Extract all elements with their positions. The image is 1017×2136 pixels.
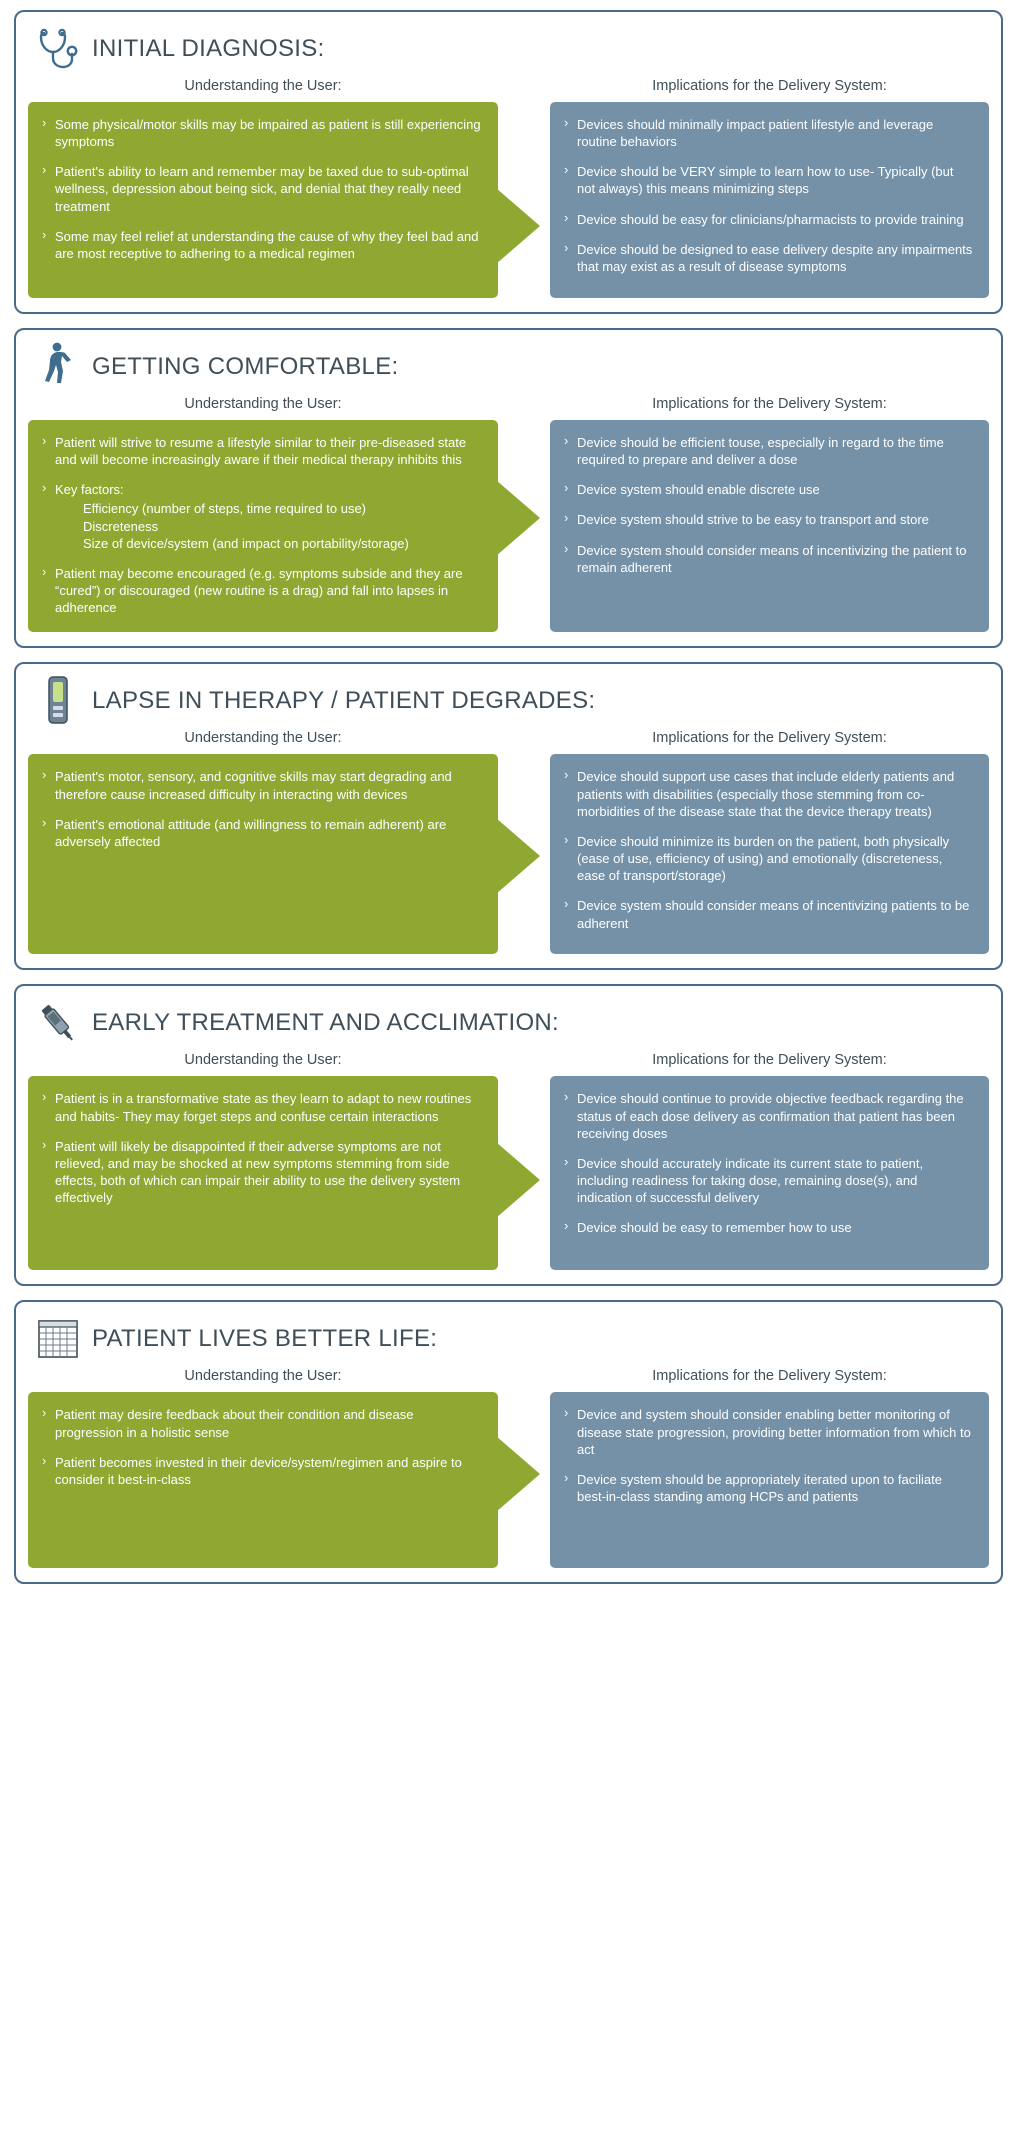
list-item: › Device system should strive to be easy to transport and store — [564, 511, 973, 528]
walking-person-icon — [34, 343, 82, 391]
column-heading-user: Understanding the User: — [184, 396, 342, 412]
user-panel — [28, 1392, 498, 1568]
column-heading-system: Implications for the Delivery System: — [652, 1368, 887, 1385]
list-item: › Patient's ability to learn and remember may be taxed due to sub-optimal wellness, depression about being sick, and denial that they really need treatment — [42, 163, 482, 214]
system-column — [498, 730, 989, 954]
system-panel — [550, 102, 989, 298]
user-panel — [28, 420, 498, 632]
system-panel — [550, 1076, 989, 1270]
list-item: › Patient will strive to resume a lifestyle similar to their pre-diseased state and will become increasingly aware if their medical therapy inhibits this — [42, 434, 482, 468]
list-item: › Patient's emotional attitude (and willingness to remain adherent) are adversely affected — [42, 816, 482, 850]
column-heading-user: Understanding the User: — [184, 1052, 342, 1069]
flow-arrow — [496, 480, 540, 556]
system-column — [498, 1368, 989, 1568]
stage-title: GETTING COMFORTABLE: — [92, 353, 399, 380]
stage-header — [28, 996, 989, 1050]
stage-early-treatment — [14, 984, 1003, 1286]
list-item: › Device should be efficient touse, especially in regard to the time required to prepare and deliver a dose — [564, 434, 973, 468]
flow-arrow — [496, 818, 540, 894]
sub-list-item: Size of device/system (and impact on portability/storage) — [83, 535, 409, 551]
system-panel — [550, 420, 989, 632]
list-item: › Device system should enable discrete use — [564, 481, 973, 498]
stage-getting-comfortable — [14, 328, 1003, 648]
stage-lapse-in-therapy — [14, 662, 1003, 970]
sub-list — [55, 500, 482, 551]
sub-list-item: Discreteness — [83, 518, 159, 534]
list-item: › Device and system should consider enabling better monitoring of disease state progression, providing better information from which to act — [564, 1406, 973, 1457]
list-item: › Patient may desire feedback about their condition and disease progression in a holistic sense — [42, 1406, 482, 1440]
list-item: › Patient becomes invested in their device/system/regimen and aspire to consider it best-in-class — [42, 1454, 482, 1488]
list-item: › Some physical/motor skills may be impaired as patient is still experiencing symptoms — [42, 116, 482, 150]
inhaler-device-icon — [34, 677, 82, 725]
sub-list-item: Efficiency (number of steps, time required to use) — [83, 501, 366, 517]
stage-title: EARLY TREATMENT AND ACCLIMATION: — [92, 1009, 560, 1037]
stage-initial-diagnosis — [14, 10, 1003, 314]
stage-title: INITIAL DIAGNOSIS: — [92, 35, 325, 62]
flow-arrow — [496, 1436, 540, 1512]
user-panel — [28, 754, 498, 954]
column-heading-system: Implications for the Delivery System: — [652, 1052, 887, 1069]
column-heading-system: Implications for the Delivery System: — [652, 730, 887, 747]
list-item: › Patient's motor, sensory, and cognitive skills may start degrading and therefore cause increased difficulty in interacting with devices — [42, 768, 482, 802]
list-item — [42, 481, 482, 552]
column-heading-system: Implications for the Delivery System: — [652, 396, 887, 412]
list-item: › Device should be VERY simple to learn how to use- Typically (but not always) this means minimizing steps — [564, 163, 973, 197]
list-item: › Patient is in a transformative state as they learn to adapt to new routines and habits- They may forget steps and confuse certain interactions — [42, 1090, 482, 1124]
list-item: › Device should support use cases that include elderly patients and patients with disabilities (especially those stemming from co-morbidities of the disease state that the device therapy treats) — [564, 768, 973, 819]
list-item: › Device system should consider means of incentivizing the patient to remain adherent — [564, 542, 973, 576]
system-column — [498, 78, 989, 298]
list-item: › Device should continue to provide objective feedback regarding the status of each dose delivery as confirmation that patient has been receiving doses — [564, 1090, 973, 1141]
calendar-icon — [34, 1315, 82, 1363]
stage-header — [28, 22, 989, 76]
list-item: › Device system should consider means of incentivizing patients to be adherent — [564, 897, 973, 931]
stage-title: PATIENT LIVES BETTER LIFE: — [92, 1325, 438, 1353]
list-item: › Patient may become encouraged (e.g. symptoms subside and they are “cured”) or discouraged (new routine is a drag) and fall into lapses in adherence — [42, 565, 482, 616]
user-column — [28, 78, 498, 298]
list-item: › Device should minimize its burden on the patient, both physically (ease of use, efficiency of using) and emotionally (discreteness, ease of transport/storage) — [564, 833, 973, 884]
system-panel — [550, 1392, 989, 1568]
stage-patient-lives-better-life — [14, 1300, 1003, 1584]
system-panel — [550, 754, 989, 954]
user-column — [28, 396, 498, 632]
user-panel — [28, 102, 498, 298]
stage-header — [28, 674, 989, 728]
system-column — [498, 396, 989, 632]
syringe-icon — [34, 999, 82, 1047]
stage-title: LAPSE IN THERAPY / PATIENT DEGRADES: — [92, 687, 596, 715]
list-item: › Devices should minimally impact patient lifestyle and leverage routine behaviors — [564, 116, 973, 150]
user-column — [28, 1052, 498, 1270]
system-column — [498, 1052, 989, 1270]
user-panel — [28, 1076, 498, 1270]
column-heading-user: Understanding the User: — [184, 1368, 342, 1385]
column-heading-system: Implications for the Delivery System: — [652, 78, 887, 94]
stage-header — [28, 1312, 989, 1366]
user-column — [28, 730, 498, 954]
flow-arrow — [496, 1142, 540, 1218]
list-item: › Device system should be appropriately iterated upon to faciliate best-in-class standing among HCPs and patients — [564, 1471, 973, 1505]
stethoscope-icon — [34, 25, 82, 73]
list-item: › Patient will likely be disappointed if their adverse symptoms are not relieved, and may be shocked at new symptoms stemming from side effects, both of which can impair their ability to use the delivery system effectively — [42, 1138, 482, 1207]
stage-header — [28, 340, 989, 394]
list-item-label: Key factors: — [55, 482, 124, 498]
list-item: › Device should accurately indicate its current state to patient, including readiness for taking dose, remaining dose(s), and indication of successful delivery — [564, 1155, 973, 1206]
list-item: › Device should be designed to ease delivery despite any impairments that may exist as a result of disease symptoms — [564, 241, 973, 275]
list-item: › Some may feel relief at understanding the cause of why they feel bad and are most receptive to adhering to a medical regimen — [42, 228, 482, 262]
list-item: › Device should be easy to remember how to use — [564, 1219, 973, 1236]
flow-arrow — [496, 188, 540, 264]
list-item: › Device should be easy for clinicians/pharmacists to provide training — [564, 211, 973, 228]
column-heading-user: Understanding the User: — [184, 730, 342, 747]
user-column — [28, 1368, 498, 1568]
column-heading-user: Understanding the User: — [184, 78, 342, 94]
